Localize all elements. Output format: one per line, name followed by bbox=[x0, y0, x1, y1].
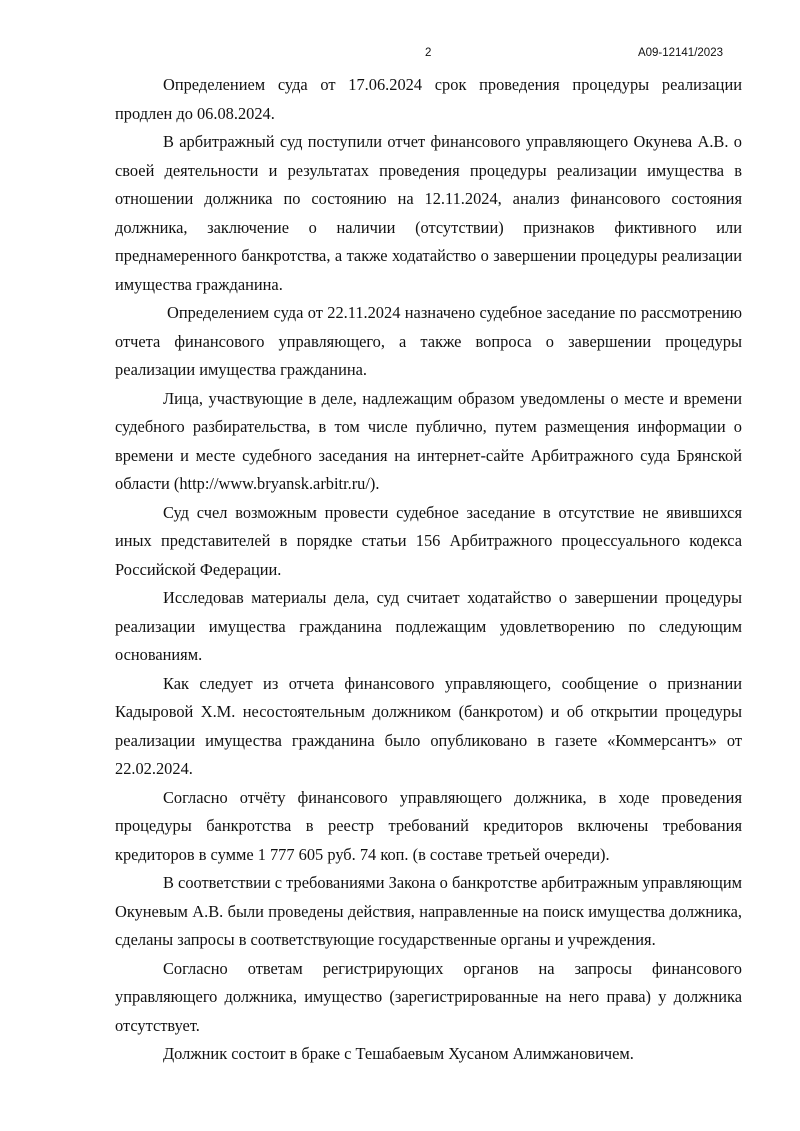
page-number: 2 bbox=[425, 47, 432, 59]
document-body bbox=[115, 71, 742, 1069]
paragraph-hearing-scheduled: Определением суда от 22.11.2024 назначено судебное заседание по рассмотрению отчета финансового управляющего, а также вопроса о завершении процедуры реализации имущества гражданина. bbox=[115, 303, 742, 379]
paragraph-parties-notified: Лица, участвующие в деле, надлежащим образом уведомлены о месте и времени судебного разбирательства, в том числе публично, путем размещения информации о времени и месте судебного заседания на интернет-сайте Арбитражного суда Брянской области (http://www.bryansk.arbitr.ru/). bbox=[115, 388, 742, 493]
paragraph-court-findings: Исследовав материалы дела, суд считает ходатайство о завершении процедуры реализации имущества гражданина подлежащим удовлетворению по следующим основаниям. bbox=[115, 588, 742, 664]
paragraph-extension-ruling: Определением суда от 17.06.2024 срок проведения процедуры реализации продлен до 06.08.2024. bbox=[115, 75, 742, 123]
case-number: А09-12141/2023 bbox=[637, 47, 723, 59]
paragraph-no-assets: Согласно ответам регистрирующих органов на запросы финансового управляющего должника, имущество (зарегистрированные на него права) у должника отсутствует. bbox=[115, 958, 742, 1035]
page-header bbox=[0, 47, 800, 63]
paragraph-marriage: Должник состоит в браке с Тешабаевым Хусаном Алимжановичем. bbox=[163, 1044, 634, 1063]
paragraph-publication: Как следует из отчета финансового управляющего, сообщение о признании Кадыровой Х.М. несостоятельным должником (банкротом) и об открытии процедуры реализации имущества гражданина было опубликовано в газете «Коммерсантъ» от 22.02.2024. bbox=[115, 673, 742, 778]
paragraph-asset-search: В соответствии с требованиями Закона о банкротстве арбитражным управляющим Окуневым А.В. были проведены действия, направленные на поиск имущества должника, сделаны запросы в соответствующие государственные органы и учреждения. bbox=[115, 873, 742, 949]
paragraph-creditor-claims: Согласно отчёту финансового управляющего должника, в ходе проведения процедуры банкротства в реестр требований кредиторов включены требования кредиторов в сумме 1 777 605 руб. 74 коп. (в составе третьей очереди). bbox=[115, 787, 742, 864]
paragraph-hearing-in-absence: Суд счел возможным провести судебное заседание в отсутствие не явившихся иных представителей в порядке статьи 156 Арбитражного процессуального кодекса Российской Федерации. bbox=[115, 502, 742, 579]
paragraph-manager-report: В арбитражный суд поступили отчет финансового управляющего Окунева А.В. о своей деятельности и результатах проведения процедуры реализации имущества в отношении должника по состоянию на 12.11.2024, анализ финансового состояния должника, заключение о наличии (отсутствии) признаков фиктивного или преднамеренного банкротства, а также ходатайство о завершении процедуры реализации имущества гражданина. bbox=[115, 132, 742, 294]
